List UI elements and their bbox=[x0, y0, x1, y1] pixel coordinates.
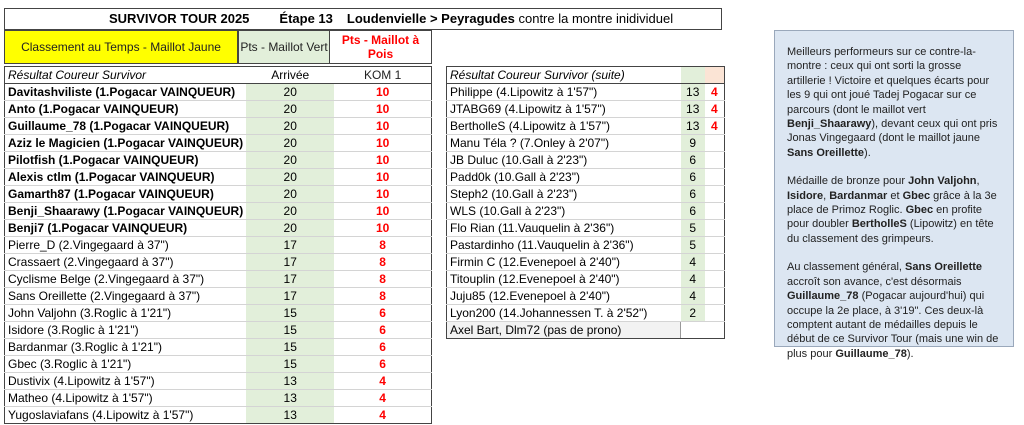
table-row bbox=[447, 152, 725, 169]
table-row bbox=[447, 169, 725, 186]
rider-result: Aziz le Magicien (1.Pogacar VAINQUEUR) bbox=[5, 135, 247, 152]
table-row bbox=[5, 288, 432, 305]
rider-result: Sans Oreillette (2.Vingegaard à 37") bbox=[5, 288, 247, 305]
table-row bbox=[5, 237, 432, 254]
table-row bbox=[447, 220, 725, 237]
rider-result: Cyclisme Belge (2.Vingegaard à 37") bbox=[5, 271, 247, 288]
arrivee-points: 6 bbox=[681, 203, 705, 220]
rider-result: Steph2 (10.Gall à 2'23") bbox=[447, 186, 681, 203]
table-row bbox=[447, 305, 725, 322]
text: ). bbox=[906, 347, 914, 360]
table-row bbox=[5, 220, 432, 237]
commentary-paragraph-1 bbox=[787, 45, 1001, 160]
arrivee-points: 4 bbox=[681, 254, 705, 271]
arrivee-points: 4 bbox=[681, 288, 705, 305]
rider-name: Gbec bbox=[905, 204, 934, 217]
arrivee-points: 4 bbox=[681, 271, 705, 288]
arrivee-points: 15 bbox=[246, 339, 334, 356]
text: (Lipowitz) en tête du classement des grimpeurs. bbox=[787, 218, 994, 245]
arrivee-points: 20 bbox=[246, 101, 334, 118]
table-row bbox=[5, 186, 432, 203]
table-row bbox=[5, 118, 432, 135]
kom-points bbox=[705, 152, 725, 169]
rider-name: Isidore bbox=[787, 189, 824, 202]
arrivee-points: 15 bbox=[246, 356, 334, 373]
rider-name: Sans Oreillette bbox=[787, 146, 865, 159]
table-row bbox=[5, 254, 432, 271]
kom-points: 8 bbox=[334, 254, 431, 271]
rider-result: Pastardinho (11.Vauquelin à 2'36") bbox=[447, 237, 681, 254]
kom-points: 6 bbox=[334, 305, 431, 322]
table-row bbox=[5, 356, 432, 373]
text: ). bbox=[864, 146, 871, 159]
table-row bbox=[447, 271, 725, 288]
kom-points bbox=[705, 271, 725, 288]
kom-points: 4 bbox=[334, 407, 431, 424]
rider-result: Lyon200 (14.Johannessen T. à 2'52") bbox=[447, 305, 681, 322]
rider-name: Benji_Shaarawy bbox=[787, 118, 872, 131]
commentary-paragraph-3 bbox=[787, 260, 1001, 361]
rider-result: Gbec (3.Roglic à 1'21") bbox=[5, 356, 247, 373]
text: Au classement général, bbox=[787, 261, 906, 274]
table-row bbox=[5, 101, 432, 118]
rider-result: Philippe (4.Lipowitz à 1'57") bbox=[447, 84, 681, 101]
arrivee-points: 13 bbox=[246, 390, 334, 407]
event-title: SURVIVOR TOUR 2025 bbox=[109, 11, 250, 26]
table-row bbox=[5, 305, 432, 322]
rider-result: Anto (1.Pogacar VAINQUEUR) bbox=[5, 101, 247, 118]
kom-points bbox=[705, 135, 725, 152]
rider-result: Pilotfish (1.Pogacar VAINQUEUR) bbox=[5, 152, 247, 169]
arrivee-points: 5 bbox=[681, 237, 705, 254]
arrivee-points: 2 bbox=[681, 305, 705, 322]
empty-cell bbox=[705, 322, 725, 339]
kom-points bbox=[705, 288, 725, 305]
arrivee-points: 15 bbox=[246, 322, 334, 339]
text: (Pogacar aujourd'hui) qui occupe la 2e place, à 3'19". Ces deux-là comptent autant de médailles depuis le début de ce Survivor Tour (mais une win de plus pour bbox=[787, 290, 999, 360]
table-row bbox=[5, 339, 432, 356]
table-row bbox=[447, 118, 725, 135]
table-footer-row bbox=[447, 322, 725, 339]
table-row bbox=[447, 135, 725, 152]
arrivee-points: 17 bbox=[246, 288, 334, 305]
rider-result: Alexis ctlm (1.Pogacar VAINQUEUR) bbox=[5, 169, 247, 186]
title-bar bbox=[4, 8, 722, 30]
rider-result: John Valjohn (3.Roglic à 1'21") bbox=[5, 305, 247, 322]
stage-type: contre la montre inidividuel bbox=[514, 11, 674, 26]
rider-result: Juju85 (12.Evenepoel à 2'40") bbox=[447, 288, 681, 305]
kom-points: 10 bbox=[334, 118, 431, 135]
kom-points: 8 bbox=[334, 271, 431, 288]
text: en profite pour doubler bbox=[787, 204, 983, 231]
header-maillot-pois: Pts - Maillot à Pois bbox=[330, 30, 432, 64]
arrivee-points: 6 bbox=[681, 169, 705, 186]
rider-name: Bardanmar bbox=[829, 189, 888, 202]
results-table-continued-header bbox=[447, 67, 725, 84]
kom-points: 10 bbox=[334, 169, 431, 186]
rider-name: Sans Oreillette bbox=[905, 261, 983, 274]
rider-result: Firmin C (12.Evenepoel à 2'40") bbox=[447, 254, 681, 271]
table-row bbox=[447, 84, 725, 101]
text: Médaille de bronze pour bbox=[787, 175, 909, 188]
kom-points bbox=[705, 305, 725, 322]
rider-result: Guillaume_78 (1.Pogacar VAINQUEUR) bbox=[5, 118, 247, 135]
stage-route: Loudenvielle > Peyragudes bbox=[346, 11, 515, 26]
results-table bbox=[4, 66, 432, 424]
table-row bbox=[5, 271, 432, 288]
rider-result: Gamarth87 (1.Pogacar VAINQUEUR) bbox=[5, 186, 247, 203]
col-result-header: Résultat Coureur Survivor bbox=[5, 67, 247, 84]
kom-points: 4 bbox=[334, 373, 431, 390]
rider-name: Gbec bbox=[902, 189, 931, 202]
table-row bbox=[447, 203, 725, 220]
kom-points: 10 bbox=[334, 203, 431, 220]
rider-result: Flo Rian (11.Vauquelin à 2'36") bbox=[447, 220, 681, 237]
results-table-continued bbox=[446, 66, 725, 339]
rider-name: Guillaume_78 bbox=[787, 290, 859, 303]
rider-result: Dustivix (4.Lipowitz à 1'57") bbox=[5, 373, 247, 390]
table-row bbox=[447, 186, 725, 203]
arrivee-points: 17 bbox=[246, 237, 334, 254]
table-row bbox=[447, 237, 725, 254]
text: et bbox=[887, 189, 903, 202]
col-pois-suite-header bbox=[705, 67, 725, 84]
commentary-box bbox=[774, 30, 1014, 360]
arrivee-points: 20 bbox=[246, 135, 334, 152]
arrivee-points: 5 bbox=[681, 220, 705, 237]
rider-result: Davitashviliste (1.Pogacar VAINQUEUR) bbox=[5, 84, 247, 101]
rider-name: Guillaume_78 bbox=[835, 347, 907, 360]
rider-result: JTABG69 (4.Lipowitz à 1'57") bbox=[447, 101, 681, 118]
arrivee-points: 20 bbox=[246, 186, 334, 203]
rider-result: JB Duluc (10.Gall à 2'23") bbox=[447, 152, 681, 169]
rider-result: Yugoslaviafans (4.Lipowitz à 1'57") bbox=[5, 407, 247, 424]
text: , bbox=[976, 175, 980, 188]
arrivee-points: 13 bbox=[246, 373, 334, 390]
arrivee-points: 15 bbox=[246, 305, 334, 322]
text: ), devant ceux qui ont pris Jonas Vingegaard (dont le maillot jaune bbox=[787, 118, 998, 145]
table-row bbox=[5, 152, 432, 169]
text: , bbox=[823, 189, 830, 202]
kom-points: 10 bbox=[334, 135, 431, 152]
table-row bbox=[447, 101, 725, 118]
rider-result: Benji_Shaarawy (1.Pogacar VAINQUEUR) bbox=[5, 203, 247, 220]
rider-result: Crassaert (2.Vingegaard à 37") bbox=[5, 254, 247, 271]
arrivee-points: 20 bbox=[246, 84, 334, 101]
text: accroît son avance, c'est désormais bbox=[787, 275, 962, 288]
commentary-paragraph-2 bbox=[787, 174, 1001, 246]
arrivee-points: 6 bbox=[681, 186, 705, 203]
arrivee-points: 20 bbox=[246, 203, 334, 220]
kom-points: 10 bbox=[334, 152, 431, 169]
kom-points: 8 bbox=[334, 288, 431, 305]
arrivee-points: 13 bbox=[246, 407, 334, 424]
table-row bbox=[5, 390, 432, 407]
table-row bbox=[5, 135, 432, 152]
arrivee-points: 9 bbox=[681, 135, 705, 152]
kom-points: 4 bbox=[705, 118, 725, 135]
table-row bbox=[5, 169, 432, 186]
no-prediction-note: Axel Bart, Dlm72 (pas de prono) bbox=[447, 322, 681, 339]
rider-result: Bardanmar (3.Roglic à 1'21") bbox=[5, 339, 247, 356]
kom-points: 6 bbox=[334, 322, 431, 339]
kom-points: 10 bbox=[334, 220, 431, 237]
table-row bbox=[5, 203, 432, 220]
rider-result: Padd0k (10.Gall à 2'23") bbox=[447, 169, 681, 186]
arrivee-points: 20 bbox=[246, 118, 334, 135]
col-vert-suite-header bbox=[681, 67, 705, 84]
rider-result: Isidore (3.Roglic à 1'21") bbox=[5, 322, 247, 339]
table-row bbox=[5, 84, 432, 101]
kom-points bbox=[705, 237, 725, 254]
text: grâce à la 3e place de Primoz Roglic. bbox=[787, 189, 997, 217]
rider-result: BertholleS (4.Lipowitz à 1'57") bbox=[447, 118, 681, 135]
col-arrivee-header: Arrivée bbox=[246, 67, 334, 84]
empty-cell bbox=[681, 322, 705, 339]
rider-result: Pierre_D (2.Vingegaard à 37") bbox=[5, 237, 247, 254]
arrivee-points: 6 bbox=[681, 152, 705, 169]
col-result-suite-header: Résultat Coureur Survivor (suite) bbox=[447, 67, 681, 84]
arrivee-points: 13 bbox=[681, 84, 705, 101]
rider-name: John Valjohn bbox=[908, 175, 977, 188]
results-table-header bbox=[5, 67, 432, 84]
rider-result: Titouplin (12.Evenepoel à 2'40") bbox=[447, 271, 681, 288]
table-row bbox=[5, 322, 432, 339]
rider-result: Manu Téla ? (7.Onley à 2'07") bbox=[447, 135, 681, 152]
kom-points bbox=[705, 254, 725, 271]
kom-points: 4 bbox=[705, 101, 725, 118]
arrivee-points: 17 bbox=[246, 271, 334, 288]
arrivee-points: 20 bbox=[246, 152, 334, 169]
kom-points: 6 bbox=[334, 356, 431, 373]
kom-points bbox=[705, 220, 725, 237]
rider-result: Matheo (4.Lipowitz à 1'57") bbox=[5, 390, 247, 407]
kom-points: 4 bbox=[705, 84, 725, 101]
kom-points bbox=[705, 186, 725, 203]
arrivee-points: 13 bbox=[681, 101, 705, 118]
header-maillot-vert: Pts - Maillot Vert bbox=[238, 30, 330, 64]
arrivee-points: 20 bbox=[246, 169, 334, 186]
kom-points: 10 bbox=[334, 186, 431, 203]
kom-points: 8 bbox=[334, 237, 431, 254]
kom-points: 6 bbox=[334, 339, 431, 356]
rider-result: Benji7 (1.Pogacar VAINQUEUR) bbox=[5, 220, 247, 237]
header-maillot-jaune: Classement au Temps - Maillot Jaune bbox=[4, 30, 238, 64]
rider-result: WLS (10.Gall à 2'23") bbox=[447, 203, 681, 220]
kom-points: 4 bbox=[334, 390, 431, 407]
table-row bbox=[447, 288, 725, 305]
kom-points bbox=[705, 169, 725, 186]
col-kom-header: KOM 1 bbox=[334, 67, 431, 84]
arrivee-points: 20 bbox=[246, 220, 334, 237]
table-row bbox=[5, 407, 432, 424]
table-row bbox=[5, 373, 432, 390]
arrivee-points: 17 bbox=[246, 254, 334, 271]
kom-points: 10 bbox=[334, 101, 431, 118]
table-row bbox=[447, 254, 725, 271]
text: Meilleurs performeurs sur ce contre-la-montre : ceux qui ont sorti la grosse artillerie ! Victoire et quelques écarts pour les 9 qui ont joué Tadej Pogacar sur ce parcours (dont le maillot vert bbox=[787, 46, 990, 116]
stage-number: Étape 13 bbox=[279, 11, 333, 26]
arrivee-points: 13 bbox=[681, 118, 705, 135]
kom-points bbox=[705, 203, 725, 220]
rider-name: BertholleS bbox=[851, 218, 907, 231]
kom-points: 10 bbox=[334, 84, 431, 101]
